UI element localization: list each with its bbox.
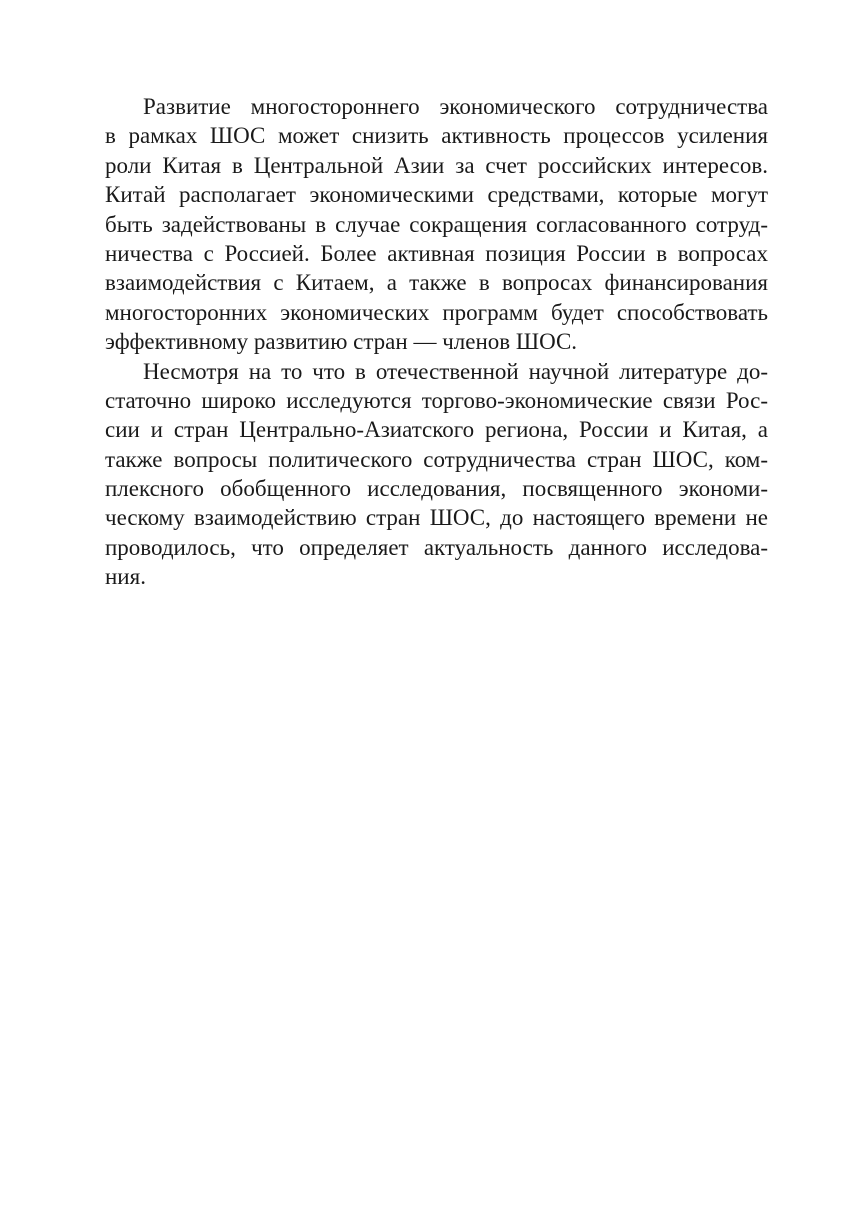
text-line: в рамках ШОС может снизить активность процессов усиления [105, 123, 768, 149]
text-line: ничества с Россией. Более активная позиция России в вопросах [105, 240, 768, 266]
document-page [105, 92, 768, 592]
text-line: многосторонних экономических программ будет способствовать [105, 299, 768, 325]
text-line: также вопросы политического сотрудничества стран ШОС, ком- [105, 446, 768, 472]
text-line: эффективному развитию стран — членов ШОС. [105, 329, 578, 355]
paragraph-1 [105, 92, 768, 357]
text-line: ческому взаимодействию стран ШОС, до настоящего времени не [105, 505, 768, 531]
text-line: Китай располагает экономическими средствами, которые могут [105, 182, 768, 208]
text-line: роли Китая в Центральной Азии за счет российских интересов. [105, 152, 768, 178]
paragraph-2 [105, 357, 768, 592]
text-line: статочно широко исследуются торгово-экономические связи Рос- [105, 387, 768, 413]
text-line: быть задействованы в случае сокращения согласованного сотруд- [105, 211, 768, 237]
text-line: Несмотря на то что в отечественной научной литературе до- [143, 358, 768, 384]
text-line: ния. [105, 564, 146, 590]
text-line: проводилось, что определяет актуальность данного исследова- [105, 534, 768, 560]
text-line: плексного обобщенного исследования, посвященного экономи- [105, 476, 768, 502]
text-line: сии и стран Центрально-Азиатского региона, России и Китая, а [105, 417, 768, 443]
text-line: взаимодействия с Китаем, а также в вопросах финансирования [105, 270, 768, 296]
text-line: Развитие многостороннего экономического сотрудничества [143, 94, 768, 119]
